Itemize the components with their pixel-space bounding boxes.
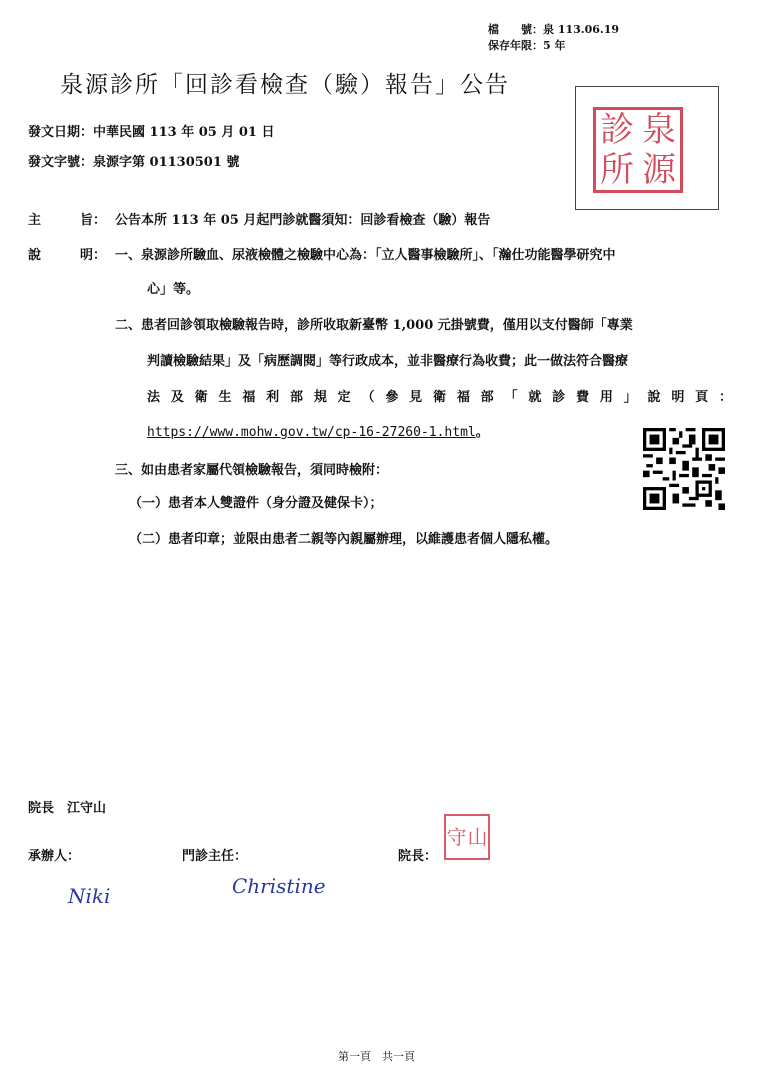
director-label: 院長：: [398, 849, 438, 864]
clinic-seal: [593, 107, 683, 193]
subject-label: 主 旨：: [28, 213, 107, 228]
item2-line4: [147, 421, 489, 440]
issue-number: 發文字號：泉源字第 01130501 號: [28, 155, 240, 170]
seal-char: 源: [642, 150, 676, 190]
qr-code-image[interactable]: [643, 428, 725, 510]
item2-line1: 二、患者回診領取檢驗報告時，診所收取新臺幣 1,000 元掛號費，僅用以支付醫師「專業: [115, 318, 633, 333]
page-footer: 第一頁 共一頁: [338, 1050, 415, 1063]
document-title: 泉源診所「回診看檢查（驗）報告」公告: [60, 72, 510, 98]
item3-sub1: （一）患者本人雙證件（身分證及健保卡）；: [129, 496, 383, 511]
mohw-fee-link[interactable]: https://www.mohw.gov.tw/cp-16-27260-1.html: [147, 425, 476, 440]
item1-line2: 心」等。: [147, 282, 200, 297]
handler-signature: Niki: [68, 884, 111, 908]
handler-label: 承辦人：: [28, 849, 81, 864]
retention-period: 保存年限：5 年: [488, 39, 566, 52]
issue-date: 發文日期：中華民國 113 年 05 月 01 日: [28, 125, 275, 140]
explanation-label: 說 明：: [28, 248, 107, 263]
seal-char: 守: [446, 825, 467, 849]
item2-line3: 法及衛生福利部規定（參見衛福部「就診費用」說明頁：: [147, 390, 732, 405]
seal-char: 所: [600, 150, 634, 190]
item2-line2: 判讀檢驗結果」及「病歷調閱」等行政成本，並非醫療行為收費；此一做法符合醫療: [147, 354, 629, 369]
seal-char: 診: [600, 110, 634, 150]
clinic-head-signature: Christine: [232, 874, 326, 898]
seal-char: 山: [467, 825, 488, 849]
item2-end: 。: [475, 425, 489, 440]
director-line: 院長 江守山: [28, 801, 107, 816]
clinic-head-label: 門診主任：: [182, 849, 248, 864]
item3-line: 三、如由患者家屬代領檢驗報告，須同時檢附：: [115, 463, 389, 478]
stamp-box: [575, 86, 719, 210]
subject-text: 公告本所 113 年 05 月起門診就醫須知：回診看檢查（驗）報告: [115, 213, 491, 228]
seal-char: 泉: [642, 110, 676, 150]
item1-line1: 一、泉源診所驗血、尿液檢體之檢驗中心為：「立人醫事檢驗所」、「瀚仕功能醫學研究中: [115, 248, 616, 263]
file-number: 檔 號：泉 113.06.19: [488, 23, 620, 36]
director-seal: [444, 814, 490, 860]
item3-sub2: （二）患者印章；並限由患者二親等內親屬辦理，以維護患者個人隱私權。: [129, 532, 559, 547]
